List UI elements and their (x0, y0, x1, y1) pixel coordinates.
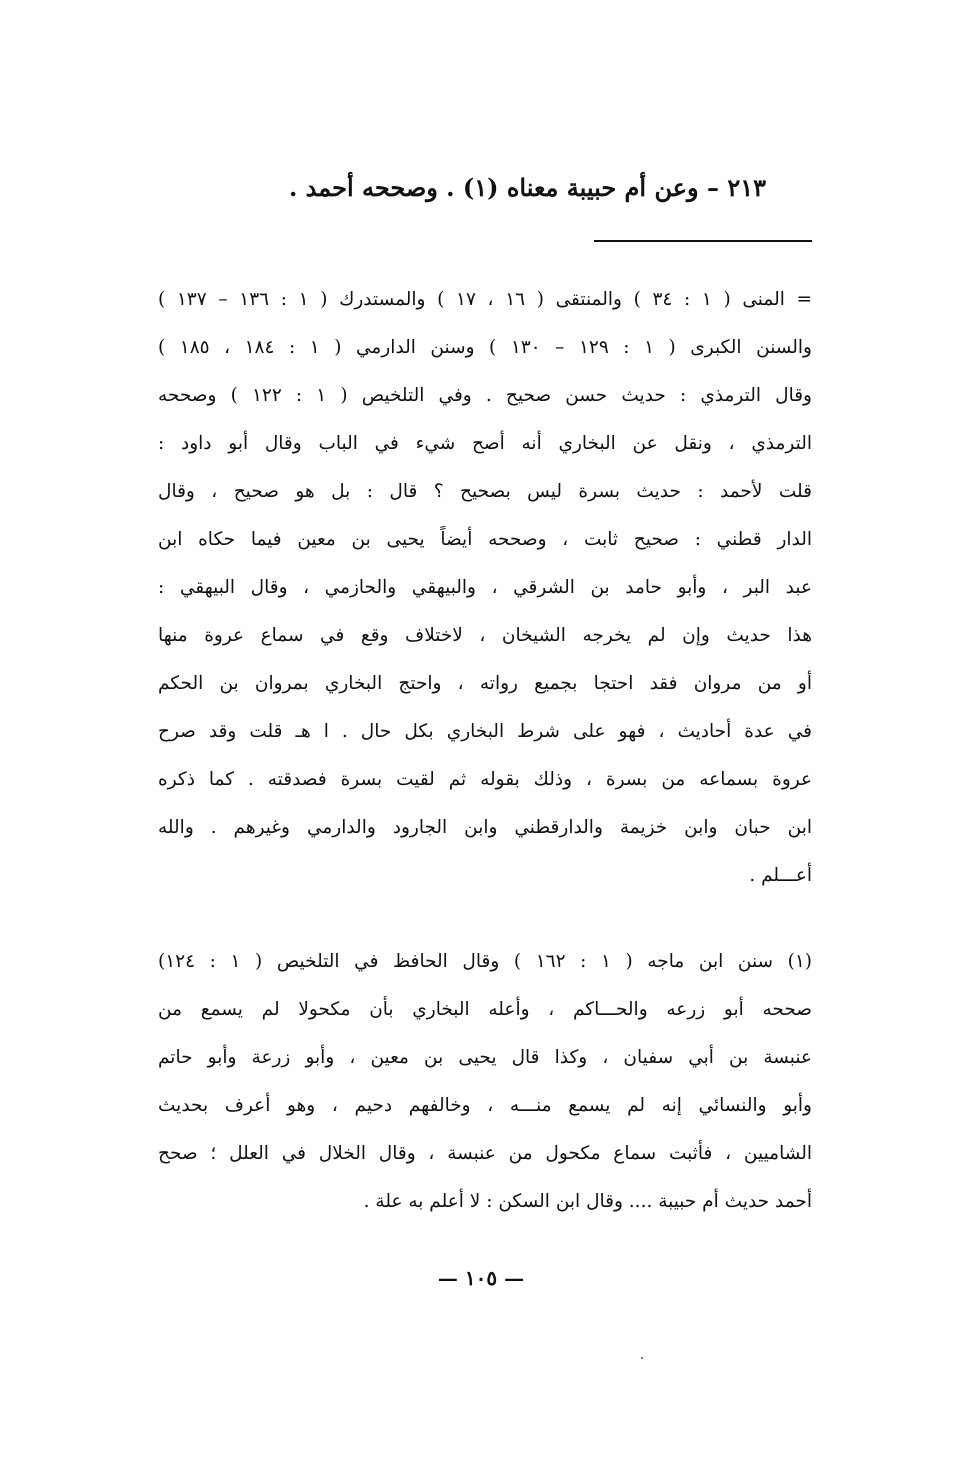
notes-line: الدار قطني : صحيح ثابت ، وصححه أيضاً يحيى بن معين فيما حكاه ابن (158, 529, 812, 550)
footnote-1 (158, 938, 812, 1226)
notes-line: عبد البر ، وأبو حامد بن الشرقي ، والبيهقي والحازمي ، وقال البيهقي : (158, 577, 812, 598)
notes-line: قلت لأحمد : حديث بسرة ليس بصحيح ؟ قال : بل هو صحيح ، وقال (158, 481, 812, 502)
notes-line: في عدة أحاديث ، فهو على شرط البخاري بكل حال . ا هـ قلت وقد صرح (158, 721, 812, 742)
footnote-line: أحمد حديث أم حبيبة .... وقال ابن السكن : لا أعلم به علة . (363, 1191, 812, 1212)
notes-line: وقال الترمذي : حديث حسن صحيح . وفي التلخيص ( ١ : ١٢٢ ) وصححه (158, 385, 812, 406)
notes-line: أو من مروان فقد احتجا بجميع رواته ، واحتج البخاري بمروان بن الحكم (158, 673, 812, 694)
footnote-line: الشاميين ، فأثبت سماع مكحول من عنبسة ، وقال الخلال في العلل ؛ صحح (158, 1143, 812, 1164)
footnote-line: صححه أبو زرعه والحـــاكم ، وأعله البخاري بأن مكحولا لم يسمع من (158, 999, 812, 1020)
notes-line: ابن حبان وابن خزيمة والدارقطني وابن الجارود والدارمي وغيرهم . والله (158, 817, 812, 838)
page-number: — ١٠٥ — (437, 1266, 525, 1290)
notes-line: هذا حديث وإن لم يخرجه الشيخان ، لاختلاف وقع في سماع عروة منها (158, 625, 812, 646)
footnote-separator-rule (594, 240, 812, 242)
scan-speck (641, 1357, 643, 1359)
hadith-heading: ٢١٣ – وعن أم حبيبة معناه (١) . وصححه أحمد . (288, 173, 766, 202)
footnote-line: (١) سنن ابن ماجه ( ١ : ١٦٢ ) وقال الحافظ في التلخيص ( ١ : ١٢٤) (158, 951, 812, 972)
notes-line: عروة بسماعه من بسرة ، وذلك بقوله ثم لقيت بسرة فصدقته . كما ذكره (158, 769, 812, 790)
footnote-line: وأبو والنسائي إنه لم يسمع منـــه ، وخالفهم دحيم ، وهو أعرف بحديث (158, 1095, 812, 1116)
continued-notes (158, 276, 812, 900)
notes-line: الترمذي ، ونقل عن البخاري أنه أصح شيء في الباب وقال أبو داود : (158, 433, 812, 454)
footnote-line: عنبسة بن أبي سفيان ، وكذا قال يحيى بن معين ، وأبو زرعة وأبو حاتم (158, 1047, 812, 1068)
notes-line: والسنن الكبرى ( ١ : ١٢٩ – ١٣٠ ) وسنن الدارمي ( ١ : ١٨٤ ، ١٨٥ ) (158, 337, 812, 358)
notes-line: أعـــلم . (749, 865, 812, 886)
notes-line: = المنى ( ١ : ٣٤ ) والمنتقى ( ١٦ ، ١٧ ) والمستدرك ( ١ : ١٣٦ – ١٣٧ ) (158, 289, 812, 310)
